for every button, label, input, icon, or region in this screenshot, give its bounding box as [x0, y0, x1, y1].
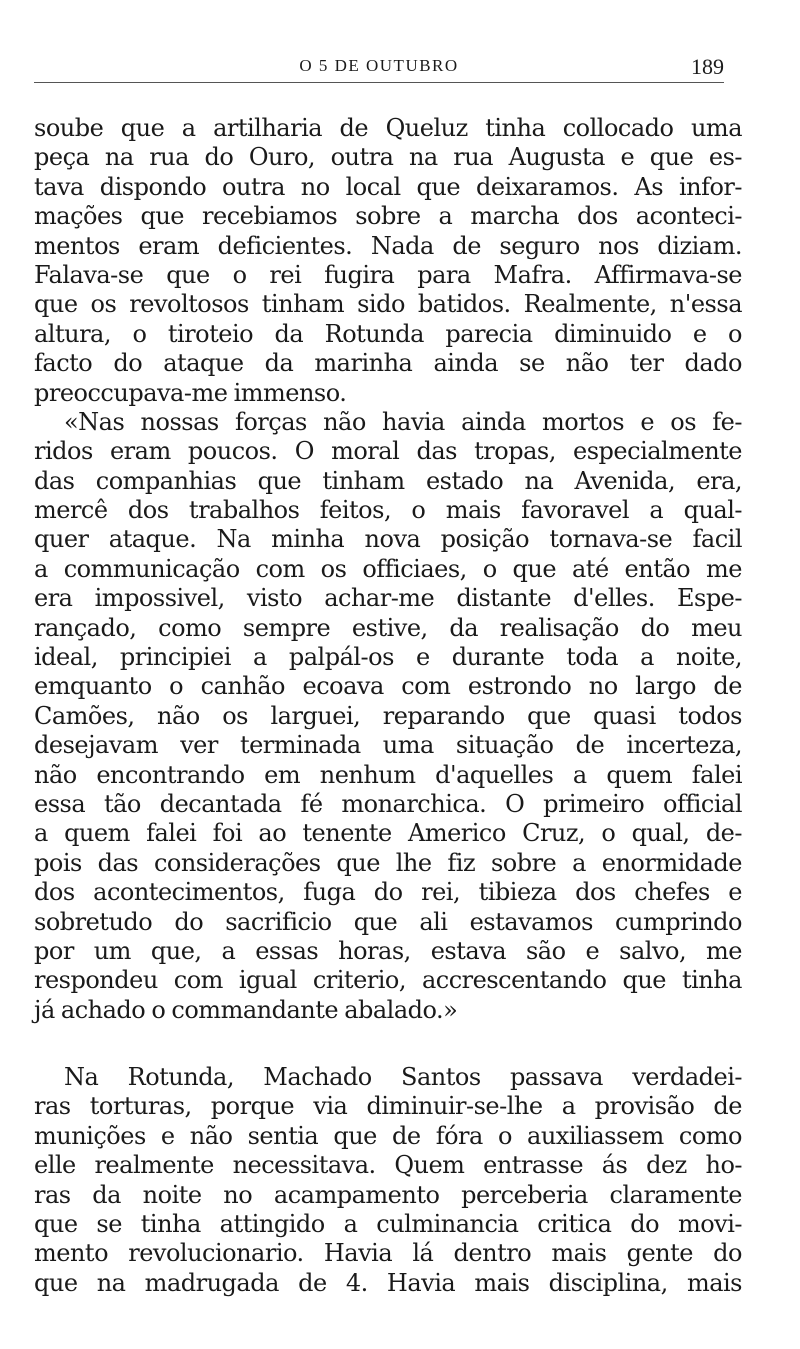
- paragraph-3: [34, 1063, 742, 1298]
- text-line: «Nas nossas forças não havia ainda mortos e os fe-: [64, 407, 742, 436]
- paragraph-2: [34, 408, 742, 1025]
- text-line: não encontrando em nenhum d'aquelles a quem falei: [34, 760, 742, 789]
- text-line: mentos eram deficientes. Nada de seguro nos diziam.: [34, 231, 742, 260]
- text-line: ridos eram poucos. O moral das tropas, especialmente: [34, 437, 742, 466]
- text-line: emquanto o canhão ecoava com estrondo no largo de: [34, 672, 742, 701]
- text-line: Camões, não os larguei, reparando que quasi todos: [34, 701, 742, 730]
- running-title: O 5 DE OUTUBRO: [299, 56, 459, 75]
- text-line: a communicação com os officiaes, o que até então me: [34, 554, 742, 583]
- paragraph-1: [34, 114, 742, 408]
- text-line: sobretudo do sacrificio que ali estavamos cumprindo: [34, 907, 742, 936]
- text-line: por um que, a essas horas, estava são e salvo, me: [34, 936, 742, 965]
- text-line: já achado o commandante abalado.»: [34, 995, 458, 1024]
- text-line: ras da noite no acampamento perceberia claramente: [34, 1180, 742, 1209]
- text-line: ideal, principiei a palpál-os e durante toda a noite,: [34, 643, 742, 672]
- text-line: essa tão decantada fé monarchica. O primeiro official: [34, 789, 742, 818]
- text-line: altura, o tiroteio da Rotunda parecia diminuido e o: [34, 319, 742, 348]
- text-line: peça na rua do Ouro, outra na rua Augusta e que es-: [34, 143, 742, 172]
- text-line: rançado, como sempre estive, da realisação do meu: [34, 613, 742, 642]
- text-line: ras torturas, porque via diminuir-se-lhe a provisão de: [34, 1092, 742, 1121]
- text-line: respondeu com igual criterio, accrescentando que tinha: [34, 966, 742, 995]
- text-line: que se tinha attingido a culminancia critica do movi-: [34, 1209, 742, 1238]
- text-line: pois das considerações que lhe fiz sobre a enormidade: [34, 848, 742, 877]
- page-number: 189: [691, 54, 724, 79]
- text-line: facto do ataque da marinha ainda se não ter dado: [34, 349, 742, 378]
- text-line: quer ataque. Na minha nova posição tornava-se facil: [34, 525, 742, 554]
- text-line: Falava-se que o rei fugira para Mafra. Affirmava-se: [34, 260, 742, 289]
- text-line: munições e não sentia que de fóra o auxiliassem como: [34, 1121, 742, 1150]
- text-line: a quem falei foi ao tenente Americo Cruz, o qual, de-: [34, 819, 742, 848]
- header-rule: [34, 82, 724, 83]
- text-line: era impossivel, visto achar-me distante d'elles. Espe-: [34, 584, 742, 613]
- text-line: que na madrugada de 4. Havia mais disciplina, mais: [34, 1268, 742, 1297]
- text-line: preoccupava-me immenso.: [34, 378, 347, 407]
- text-line: que os revoltosos tinham sido batidos. Realmente, n'essa: [34, 290, 742, 319]
- text-line: desejavam ver terminada uma situação de incerteza,: [34, 731, 742, 760]
- text-line: elle realmente necessitava. Quem entrasse ás dez ho-: [34, 1151, 742, 1180]
- text-line: mercê dos trabalhos feitos, o mais favoravel a qual-: [34, 496, 742, 525]
- text-line: soube que a artilharia de Queluz tinha collocado uma: [34, 114, 742, 142]
- text-block: [34, 114, 742, 1025]
- text-line: mento revolucionario. Havia lá dentro mais gente do: [34, 1239, 742, 1268]
- text-line: Na Rotunda, Machado Santos passava verdadei-: [64, 1063, 742, 1091]
- text-line: dos acontecimentos, fuga do rei, tibieza dos chefes e: [34, 878, 742, 907]
- text-line: das companhias que tinham estado na Avenida, era,: [34, 466, 742, 495]
- text-line: tava dispondo outra no local que deixaramos. As infor-: [34, 172, 742, 201]
- text-line: mações que recebiamos sobre a marcha dos aconteci-: [34, 202, 742, 231]
- running-header: [34, 56, 724, 86]
